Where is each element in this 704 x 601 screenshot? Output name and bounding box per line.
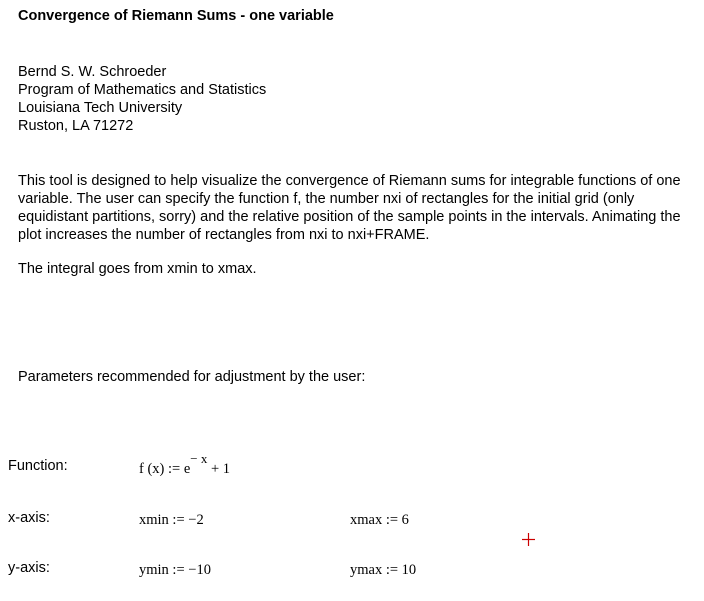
function-lhs: f (x) := e (139, 461, 191, 477)
function-rhs: + 1 (210, 461, 231, 477)
author-location: Ruston, LA 71272 (18, 118, 134, 134)
insertion-crosshair-icon (522, 533, 535, 546)
yaxis-label: y-axis: (8, 560, 50, 576)
author-university: Louisiana Tech University (18, 100, 183, 116)
author-name: Bernd S. W. Schroeder (18, 64, 167, 80)
function-exponent: − x (190, 451, 208, 466)
author-block (18, 63, 266, 135)
xmax-definition[interactable]: xmax := 6 (350, 512, 409, 528)
ymax-definition[interactable]: ymax := 10 (350, 562, 417, 578)
function-definition[interactable] (139, 451, 231, 478)
ymin-definition[interactable]: ymin := −10 (139, 562, 211, 578)
parameters-heading: Parameters recommended for adjustment by the user: (18, 369, 366, 385)
description-paragraph: This tool is designed to help visualize the convergence of Riemann sums for integrable functions of one variable. The user can specify the function f, the number nxi of rectangles for the initial grid (only equidistant partitions, sorry) and the relative position of the sample points in the intervals. Animating the plot increases the number of rectangles from nxi to nxi+FRAME. (18, 173, 681, 243)
author-department: Program of Mathematics and Statistics (18, 82, 267, 98)
xmin-definition[interactable]: xmin := −2 (139, 512, 204, 528)
xaxis-label: x-axis: (8, 510, 50, 526)
integral-note: The integral goes from xmin to xmax. (18, 261, 257, 277)
page-title: Convergence of Riemann Sums - one variable (18, 8, 334, 24)
function-label: Function: (8, 458, 68, 474)
